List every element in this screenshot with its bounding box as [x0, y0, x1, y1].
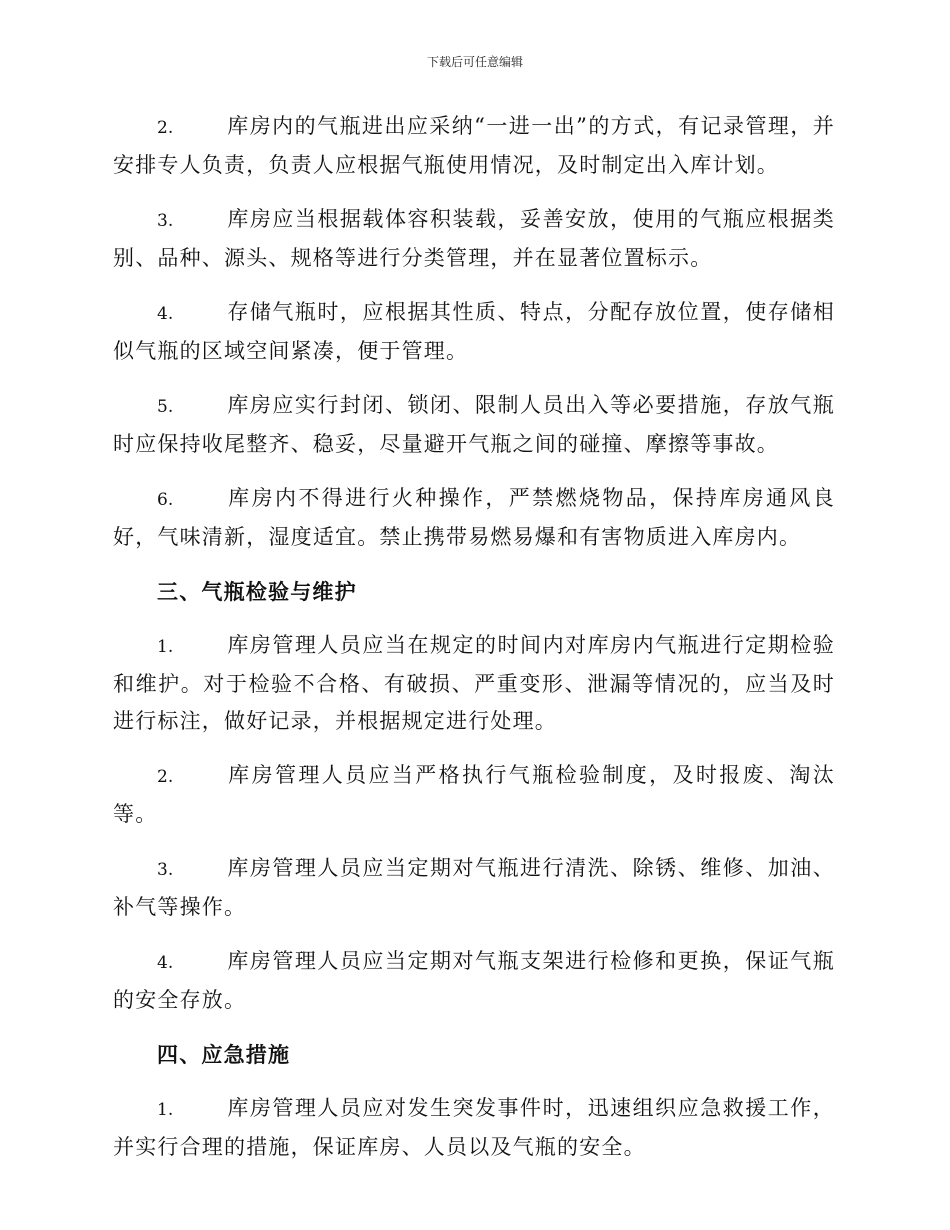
item-text: 库房应实行封闭、锁闭、限制人员出入等必要措施，存放气瓶时应保持收尾整齐、稳妥，尽量避开气瓶之间的碰撞、摩擦等事故。 [113, 393, 835, 456]
item-number: 6. [157, 490, 174, 510]
list-item [113, 201, 835, 277]
list-item [113, 294, 835, 370]
section-heading: 四、应急措施 [157, 1042, 291, 1067]
item-text: 库房内不得进行火种操作，严禁燃烧物品，保持库房通风良好，气味清新，湿度适宜。禁止携带易燃易爆和有害物质进入库房内。 [113, 486, 835, 549]
item-number: 3. [157, 860, 174, 880]
list-item [113, 480, 835, 556]
item-number: 1. [157, 637, 174, 657]
item-text: 库房内的气瓶进出应采纳“一进一出”的方式，有记录管理，并安排专人负责，负责人应根据气瓶使用情况，及时制定出入库计划。 [113, 114, 835, 177]
item-number: 4. [157, 304, 174, 324]
list-item [113, 108, 835, 184]
document-body [113, 108, 835, 1183]
page-header: 下载后可任意编辑 [426, 55, 523, 69]
item-text: 库房管理人员应当在规定的时间内对库房内气瓶进行定期检验和维护。对于检验不合格、有破损、严重变形、泄漏等情况的，应当及时进行标注，做好记录，并根据规定进行处理。 [113, 633, 835, 733]
list-item [113, 757, 835, 833]
item-text: 存储气瓶时，应根据其性质、特点，分配存放位置，使存储相似气瓶的区域空间紧凑，便于管理。 [113, 300, 835, 363]
item-number: 2. [157, 767, 174, 787]
item-number: 1. [157, 1100, 174, 1120]
list-item [113, 943, 835, 1019]
item-text: 库房应当根据载体容积装载，妥善安放，使用的气瓶应根据类别、品种、源头、规格等进行分类管理，并在显著位置标示。 [113, 207, 835, 270]
item-text: 库房管理人员应当严格执行气瓶检验制度，及时报废、淘汰等。 [113, 763, 835, 826]
item-text: 库房管理人员应当定期对气瓶支架进行检修和更换，保证气瓶的安全存放。 [113, 949, 835, 1012]
item-text: 库房管理人员应对发生突发事件时，迅速组织应急救援工作，并实行合理的措施，保证库房、人员以及气瓶的安全。 [113, 1096, 835, 1159]
list-item [113, 627, 835, 740]
item-number: 3. [157, 211, 174, 231]
item-number: 4. [157, 953, 174, 973]
item-number: 5. [157, 397, 174, 417]
item-number: 2. [157, 118, 174, 138]
section-heading: 三、气瓶检验与维护 [157, 579, 357, 604]
list-item [113, 1090, 835, 1166]
list-item [113, 387, 835, 463]
item-text: 库房管理人员应当定期对气瓶进行清洗、除锈、维修、加油、补气等操作。 [113, 856, 835, 919]
list-item [113, 850, 835, 926]
